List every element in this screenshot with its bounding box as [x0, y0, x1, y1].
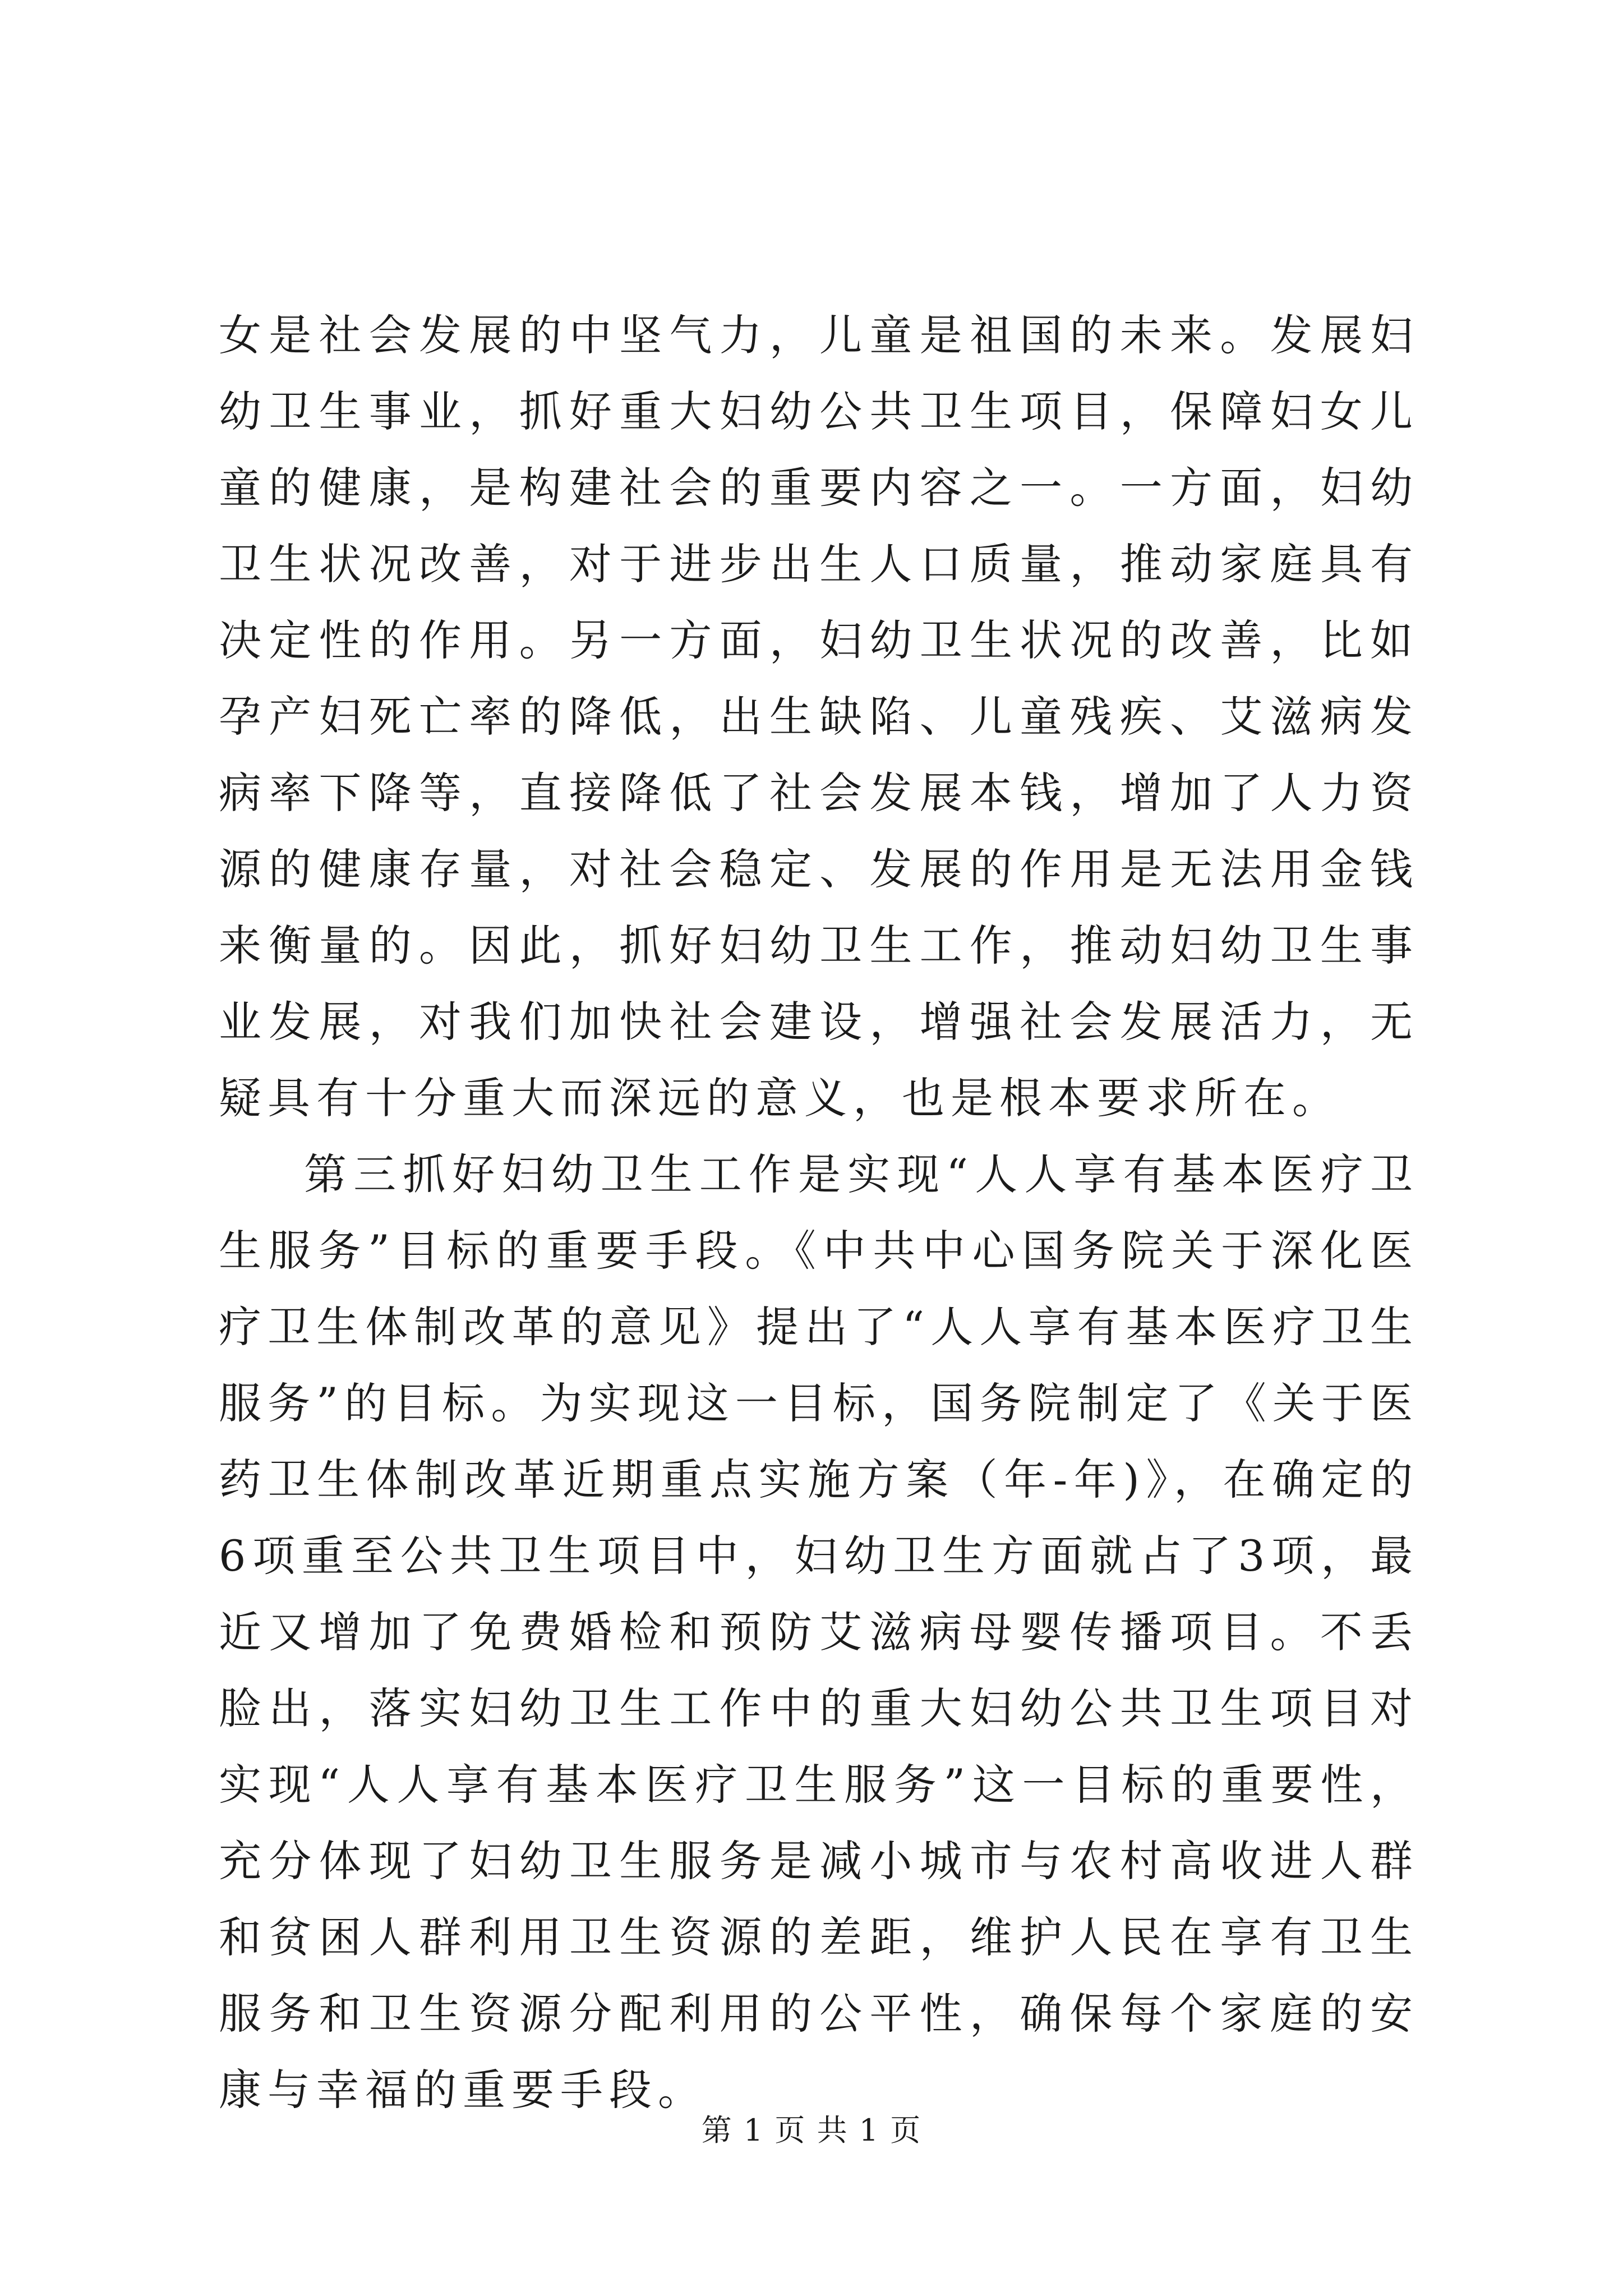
document-body — [219, 297, 1419, 2128]
paragraph-2: 第三抓好妇幼卫生工作是实现“人人享有基本医疗卫生服务”目标的重要手段。《中共中心国务院关于深化医疗卫生体制改革的意见》提出了“人人享有基本医疗卫生服务”的目标。为实现这一目标，国务院制定了《关于医药卫生体制改革近期重点实施方案（年-年)》，在确定的6项重至公共卫生项目中，妇幼卫生方面就占了3项，最近又增加了免费婚检和预防艾滋病母婴传播项目。不丢脸出，落实妇幼卫生工作中的重大妇幼公共卫生项目对实现“人人享有基本医疗卫生服务”这一目标的重要性，充分体现了妇幼卫生服务是减小城市与农村高收进人群和贫困人群利用卫生资源的差距，维护人民在享有卫生服务和卫生资源分配利用的公平性，确保每个家庭的安康与幸福的重要手段。 — [219, 1149, 1419, 2115]
page-footer: 第 1 页 共 1 页 — [701, 2113, 922, 2148]
paragraph-1: 女是社会发展的中坚气力，儿童是祖国的未来。发展妇幼卫生事业，抓好重大妇幼公共卫生项目，保障妇女儿童的健康，是构建社会的重要内容之一。一方面，妇幼卫生状况改善，对于进步出生人口质量，推动家庭具有决定性的作用。另一方面，妇幼卫生状况的改善，比如孕产妇死亡率的降低，出生缺陷、儿童残疾、艾滋病发病率下降等，直接降低了社会发展本钱，增加了人力资源的健康存量，对社会稳定、发展的作用是无法用金钱来衡量的。因此，抓好妇幼卫生工作，推动妇幼卫生事业发展，对我们加快社会建设，增强社会发展活力，无疑具有十分重大而深远的意义，也是根本要求所在。 — [219, 310, 1419, 1123]
